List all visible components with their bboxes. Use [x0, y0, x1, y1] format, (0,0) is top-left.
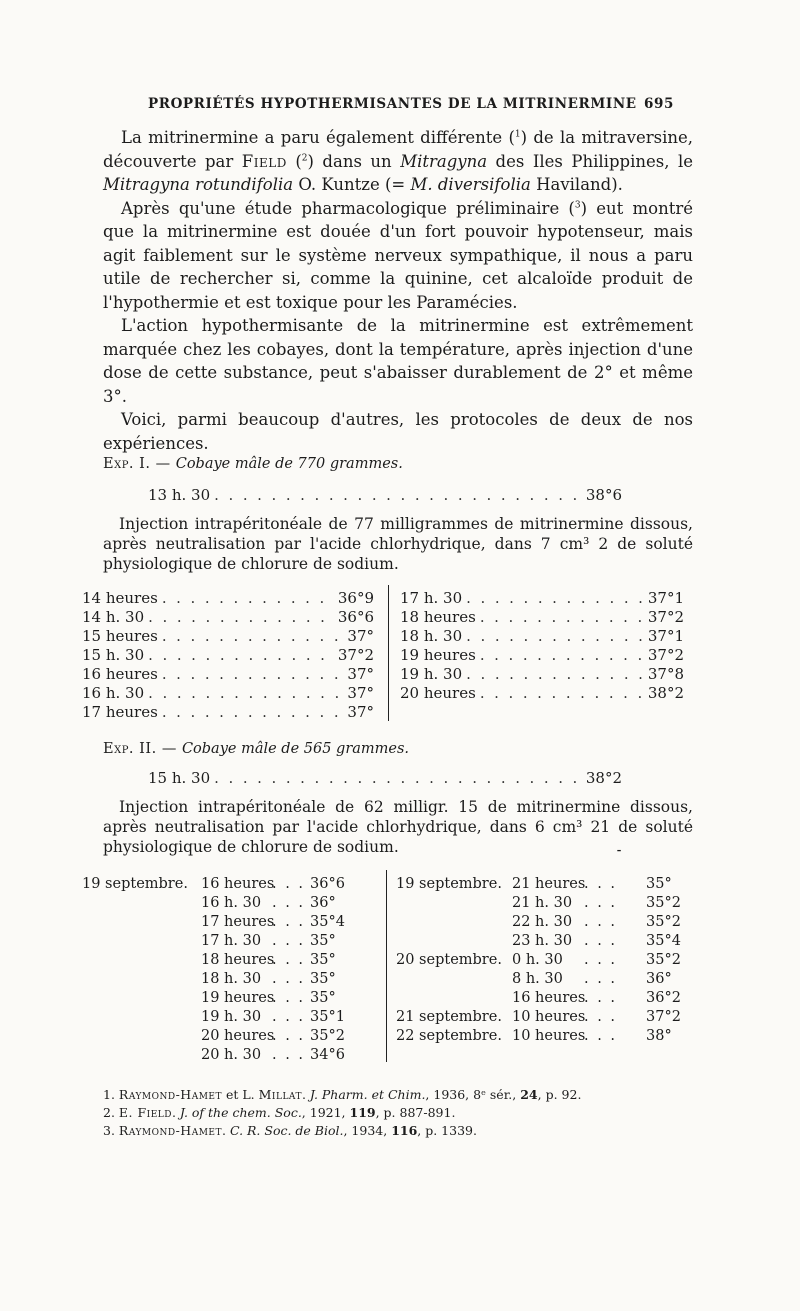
temperature-row	[82, 703, 374, 721]
time-cell: 17 h. 30	[201, 933, 262, 949]
date-cell: 21 septembre.	[396, 1009, 502, 1025]
leader-dots: . . .	[584, 876, 618, 892]
temperature-cell: 37°2	[647, 608, 684, 626]
time-cell: 20 heures	[201, 1028, 275, 1044]
time-cell: 18 h. 30	[201, 971, 262, 987]
temperature-row	[82, 895, 382, 914]
time-cell: 19 heures	[400, 646, 476, 664]
temperature-cell: 35°2	[646, 952, 681, 968]
temperature-cell: 37°2	[646, 1009, 681, 1025]
leader-dots: . . .	[272, 933, 306, 949]
ink-mark: ⁃	[616, 844, 622, 858]
temperature-row	[82, 1009, 382, 1028]
leader-dots: . . .	[584, 933, 618, 949]
temperature-cell: 35°	[646, 876, 672, 892]
temperature-row	[396, 933, 686, 952]
temperature-cell: 37°2	[647, 646, 684, 664]
leader-dots: . . .	[272, 876, 306, 892]
temperature-row	[82, 627, 374, 645]
temperature-row	[396, 876, 686, 895]
temperature-cell: 37°1	[647, 627, 684, 645]
leader-dots: . . .	[584, 952, 618, 968]
temperature-cell: 37°	[347, 665, 374, 683]
running-header	[148, 96, 674, 112]
temperature-row	[82, 952, 382, 971]
leader-dots: . . .	[272, 952, 306, 968]
leader-dots: . . .	[584, 1028, 618, 1044]
time-cell: 16 heures	[512, 990, 586, 1006]
time-cell: 16 h. 30	[82, 684, 145, 702]
footnotes	[103, 1086, 703, 1140]
time-cell: 17 heures	[201, 914, 275, 930]
temperature-row	[82, 684, 374, 702]
temperature-cell: 37°	[347, 684, 374, 702]
time-cell: 15 heures	[82, 627, 158, 645]
exp2-baseline: 15 h. 30 . . . 38°2	[148, 769, 622, 787]
time-cell: 17 heures	[82, 703, 158, 721]
time-cell: 16 heures	[82, 665, 158, 683]
time-cell: 22 h. 30	[512, 914, 573, 930]
exp1-baseline: 13 h. 30 . . . 38°6	[148, 486, 622, 504]
temperature-cell: 38°2	[647, 684, 684, 702]
temperature-row	[400, 665, 684, 683]
temperature-cell: 36°9	[337, 589, 374, 607]
exp1-table-divider	[388, 585, 389, 721]
exp2-heading: Exp. II. — Cobaye mâle de 565 grammes.	[103, 741, 410, 757]
temperature-cell: 35°4	[310, 914, 345, 930]
temperature-cell: 37°2	[337, 646, 374, 664]
paragraph-2: Après qu'une étude pharmacologique préliminaire ($^3$) eut montré que la mitrinermine est douée d'un fort pouvoir hypotenseur, mais agit faiblement sur le système nerveux sympathique, il nous a paru utile de rechercher si, comme la quinine, cet alcaloïde produit de l'hypothermie et est toxique pour les Paramécies.	[103, 198, 693, 312]
temperature-row	[396, 952, 686, 971]
time-cell: 18 h. 30	[400, 627, 463, 645]
temperature-cell: 35°	[310, 952, 336, 968]
time-cell: 8 h. 30	[512, 971, 563, 987]
temperature-row	[396, 914, 686, 933]
temperature-row	[400, 627, 684, 645]
temperature-row	[396, 1009, 686, 1028]
time-cell: 19 heures	[201, 990, 275, 1006]
author-field: Field	[241, 151, 287, 171]
leader-dots: . . .	[584, 1009, 618, 1025]
temperature-row	[82, 608, 374, 626]
paragraph-4: Voici, parmi beaucoup d'autres, les protocoles de deux de nos expériences.	[103, 410, 693, 453]
page-number: 695	[644, 96, 674, 112]
temperature-cell: 36°	[646, 971, 672, 987]
temperature-cell: 36°	[310, 895, 336, 911]
time-cell: 19 h. 30	[400, 665, 463, 683]
time-cell: 21 heures	[512, 876, 586, 892]
time-cell: 17 h. 30	[400, 589, 463, 607]
temperature-cell: 36°6	[310, 876, 345, 892]
date-cell: 19 septembre.	[82, 876, 188, 892]
temperature-row	[82, 1028, 382, 1047]
temperature-cell: 34°6	[310, 1047, 345, 1063]
date-cell: 20 septembre.	[396, 952, 502, 968]
exp2-injection: Injection intrapéritonéale de 62 milligr. 15 de mitrinermine dissous, après neutralisation par l'acide chlorhydrique, dans 6 cm³ 21 de soluté physiologique de chlorure de sodium.	[103, 798, 693, 856]
time-cell: 16 heures	[201, 876, 275, 892]
temperature-cell: 37°1	[647, 589, 684, 607]
paragraph-3: L'action hypothermisante de la mitrinermine est extrêmement marquée chez les cobayes, dont la température, après injection d'une dose de cette substance, peut s'abaisser durablement de 2° et même 3°.	[103, 316, 693, 406]
temperature-row	[400, 608, 684, 626]
temperature-row	[82, 665, 374, 683]
temperature-row	[82, 933, 382, 952]
time-cell: 20 h. 30	[201, 1047, 262, 1063]
footnote-3: 3. Raymond-Hamet. C. R. Soc. de Biol., 1934, 116, p. 1339.	[103, 1123, 477, 1138]
temperature-cell: 37°	[347, 627, 374, 645]
time-cell: 23 h. 30	[512, 933, 573, 949]
temperature-cell: 35°1	[310, 1009, 345, 1025]
leader-dots: . . .	[584, 990, 618, 1006]
temperature-cell: 35°2	[646, 914, 681, 930]
time-cell: 0 h. 30	[512, 952, 563, 968]
leader-dots: . . .	[584, 914, 618, 930]
date-cell: 19 septembre.	[396, 876, 502, 892]
time-cell: 18 heures	[400, 608, 476, 626]
temperature-row	[396, 895, 686, 914]
temperature-cell: 35°2	[310, 1028, 345, 1044]
time-cell: 16 h. 30	[201, 895, 262, 911]
temperature-cell: 35°4	[646, 933, 681, 949]
time-cell: 14 h. 30	[82, 608, 145, 626]
time-cell: 10 heures	[512, 1009, 586, 1025]
leader-dots: . . .	[272, 914, 306, 930]
leader-dots: . . .	[272, 1028, 306, 1044]
leader-dots: . . .	[272, 895, 306, 911]
temperature-row	[396, 971, 686, 990]
time-cell: 10 heures	[512, 1028, 586, 1044]
temperature-row	[82, 876, 382, 895]
temperature-cell: 36°2	[646, 990, 681, 1006]
temperature-row	[400, 646, 684, 664]
temperature-row	[396, 990, 686, 1009]
leader-dots: . . .	[272, 971, 306, 987]
temperature-cell: 35°2	[646, 895, 681, 911]
temperature-cell: 36°6	[337, 608, 374, 626]
temperature-row	[396, 1028, 686, 1047]
temperature-cell: 35°	[310, 971, 336, 987]
leader-dots: . . .	[272, 1047, 306, 1063]
temperature-row	[400, 589, 684, 607]
time-cell: 20 heures	[400, 684, 476, 702]
leader-dots: . . .	[272, 990, 306, 1006]
time-cell: 15 h. 30	[82, 646, 145, 664]
temperature-cell: 37°8	[647, 665, 684, 683]
time-cell: 21 h. 30	[512, 895, 573, 911]
main-text	[103, 126, 693, 455]
temperature-cell: 35°	[310, 990, 336, 1006]
exp1-heading: Exp. I. — Cobaye mâle de 770 grammes.	[103, 456, 403, 472]
temperature-cell: 35°	[310, 933, 336, 949]
date-cell: 22 septembre.	[396, 1028, 502, 1044]
footnote-2: 2. E. Field. J. of the chem. Soc., 1921, 119, p. 887-891.	[103, 1105, 456, 1120]
exp2-table-divider	[386, 870, 387, 1062]
time-cell: 18 heures	[201, 952, 275, 968]
leader-dots: . . .	[272, 1009, 306, 1025]
temperature-cell: 37°	[347, 703, 374, 721]
time-cell: 14 heures	[82, 589, 158, 607]
temperature-row	[82, 971, 382, 990]
leader-dots: . . .	[584, 971, 618, 987]
exp1-injection: Injection intrapéritonéale de 77 milligrammes de mitrinermine dissous, après neutralisation par l'acide chlorhydrique, dans 7 cm³ 2 de soluté physiologique de chlorure de sodium.	[103, 515, 693, 573]
temperature-row	[82, 990, 382, 1009]
running-title: PROPRIÉTÉS HYPOTHERMISANTES DE LA MITRINERMINE	[148, 96, 637, 112]
time-cell: 19 h. 30	[201, 1009, 262, 1025]
temperature-cell: 38°	[646, 1028, 672, 1044]
temperature-row	[82, 646, 374, 664]
leader-dots: . . .	[584, 895, 618, 911]
temperature-row	[82, 589, 374, 607]
temperature-row	[82, 914, 382, 933]
paragraph-1: La mitrinermine a paru également différente ($^1$) de la mitraversine, découverte par Field ($^2$) dans un Mitragyna des Iles Philippines, le Mitragyna rotundifolia O. Kuntze (= M. diversifolia Haviland).	[103, 128, 693, 194]
temperature-row	[82, 1047, 382, 1066]
footnote-1: 1. Raymond-Hamet et L. Millat. J. Pharm. et Chim., 1936, 8ᵉ sér., 24, p. 92.	[103, 1087, 582, 1102]
temperature-row	[400, 684, 684, 702]
